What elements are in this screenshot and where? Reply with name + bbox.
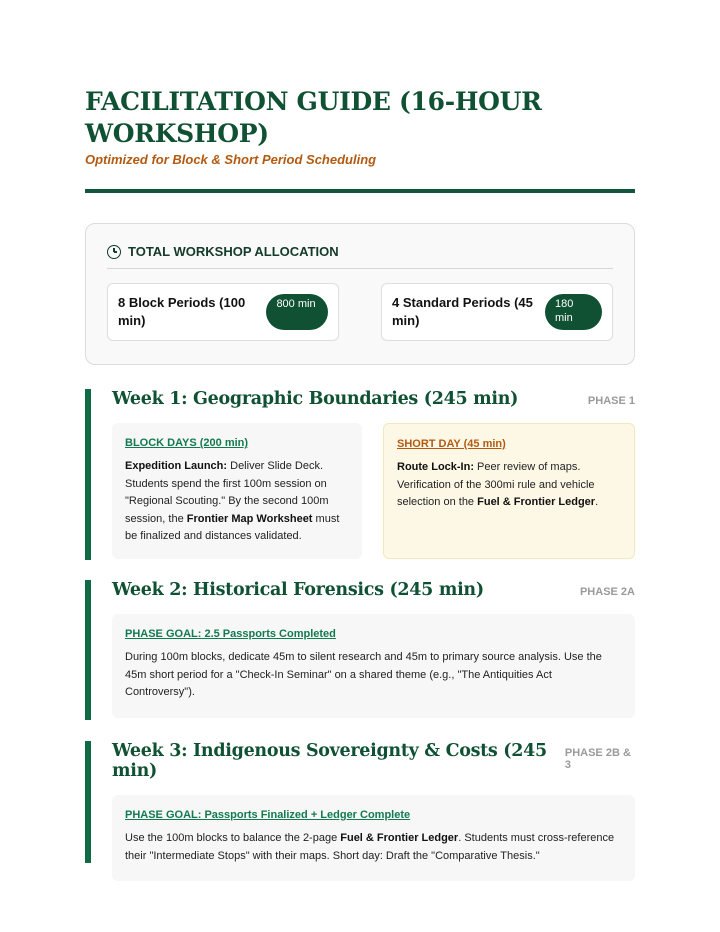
allocation-header [107,244,613,269]
allocation-label: 8 Block Periods (100 min) [118,295,246,328]
phase-goal-label: PHASE GOAL: Passports Finalized + Ledger Complete [125,809,411,821]
block-days-box [112,423,362,559]
body-text: Deliver Slide Deck. Students spend the first 100m session on "Regional Scouting." By the second 100m session, the [125,460,329,525]
body-text: must be finalized and distances validated. [125,512,340,542]
page-subtitle: Optimized for Block & Short Period Scheduling [85,152,377,167]
emphasis-text: Fuel & Frontier Ledger [340,832,459,844]
lead-text: Route Lock-In: [397,461,474,473]
body-text: Use the 100m blocks to balance the 2-page [125,832,341,844]
phase-goal-box [112,795,635,881]
allocation-panel [85,223,635,365]
week-3-section [85,741,635,863]
clock-icon [107,245,121,259]
title-divider [85,189,635,193]
phase-tag: PHASE 2A [579,586,635,598]
phase-goal-text [125,830,622,865]
allocation-row [107,283,613,341]
allocation-card-standard [381,283,613,341]
phase-goal-box [112,614,635,718]
allocation-card-block [107,283,339,341]
week-1-boxes [112,423,635,559]
short-day-text [397,459,621,512]
short-day-box [383,423,635,559]
block-days-label: BLOCK DAYS (200 min) [125,437,249,449]
body-text: Peer review of maps. Verification of the 300mi rule and vehicle selection on the [397,461,595,508]
phase-goal-text: During 100m blocks, dedicate 45m to silent research and 45m to primary source analysis. Use the 45m short period for a "Check-In Seminar" on a shared theme (e.g., "The Antiquities Act Controversy"). [125,651,602,698]
week-title: Week 1: Geographic Boundaries (245 min) [112,389,519,409]
block-days-text [125,458,349,546]
week-header [112,741,635,781]
body-text: . Students must cross-reference their "Intermediate Stops" with their maps. Short day: Draft the "Comparative Thesis." [125,832,615,862]
allocation-badge: 180 min [545,294,602,330]
emphasis-text: Fuel & Frontier Ledger [477,496,596,508]
phase-tag: PHASE 1 [587,395,635,407]
week-1-section [85,389,635,560]
phase-tag: PHASE 2B & 3 [564,747,631,771]
week-title: Week 2: Historical Forensics (245 min) [112,580,484,600]
allocation-label: 4 Standard Periods (45 min) [392,295,533,328]
document-page [85,86,635,365]
emphasis-text: Frontier Map Worksheet [186,512,313,525]
short-day-label: SHORT DAY (45 min) [397,438,506,450]
page-title: FACILITATION GUIDE (16-HOUR WORKSHOP) [85,87,542,148]
week-title: Week 3: Indigenous Sovereignty & Costs (245 min) [112,741,547,781]
week-header [112,389,635,409]
lead-text: Expedition Launch: [125,460,228,472]
week-header [112,580,635,600]
allocation-badge: 800 min [266,294,328,330]
allocation-heading: TOTAL WORKSHOP ALLOCATION [128,244,339,259]
week-2-section [85,580,635,720]
body-text: . [595,496,599,508]
phase-goal-label: PHASE GOAL: 2.5 Passports Completed [125,628,336,640]
